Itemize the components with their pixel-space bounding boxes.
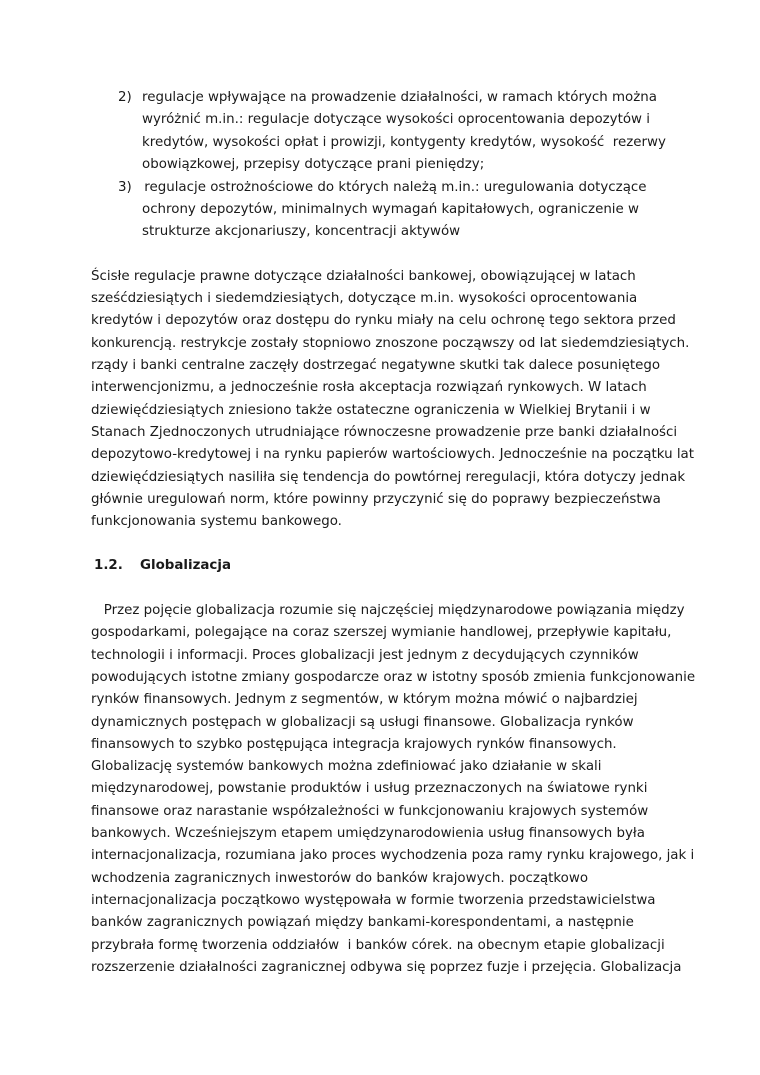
paragraph-line: głównie uregulowań norm, które powinny przyczynić się do poprawy bezpieczeństwa [91,492,661,507]
paragraph-line: gospodarkami, polegające na coraz szerszej wymianie handlowej, przepływie kapitału, [91,625,672,640]
paragraph-line: depozytowo-kredytowej i na rynku papierów wartościowych. Jednocześnie na początku lat [91,447,695,462]
paragraph-line: finansowe oraz narastanie współzależności w funkcjonowaniu krajowych systemów [91,804,649,819]
paragraph-line: konkurencją. restrykcje zostały stopniowo znoszone począwszy od lat siedemdziesiątych. [91,336,690,351]
paragraph-line: Ścisłe regulacje prawne dotyczące działalności bankowej, obowiązującej w latach [91,269,636,284]
paragraph-line: internacjonalizacja, rozumiana jako proces wychodzenia poza ramy rynku krajowego, jak i [91,848,695,863]
paragraph-line: rozszerzenie działalności zagranicznej odbywa się poprzez fuzje i przejęcia. Globalizacja [91,960,682,975]
paragraph-line: interwencjonizmu, a jednocześnie rosła akceptacja rozwiązań rynkowych. W latach [91,380,647,395]
section-title: Globalizacja [140,558,231,573]
paragraph-line: dziewięćdziesiątych zniesiono także ostateczne ograniczenia w Wielkiej Brytanii i w [91,403,651,418]
paragraph-line: technologii i informacji. Proces globalizacji jest jednym z decydujących czynników [91,648,639,663]
paragraph-line: rynków finansowych. Jednym z segmentów, w którym można mówić o najbardziej [91,692,638,707]
paragraph-line: wchodzenia zagranicznych inwestorów do banków krajowych. początkowo [91,871,589,886]
list-item-number: 3) [118,180,132,195]
paragraph-line: bankowych. Wcześniejszym etapem umiędzynarodowienia usług finansowych była [91,826,645,841]
paragraph-line: powodujących istotne zmiany gospodarcze oraz w istotny sposób zmienia funkcjonowanie [91,670,696,685]
list-item-line: regulacje ostrożnościowe do których należą m.in.: uregulowania dotyczące [140,180,647,195]
paragraph-line: funkcjonowania systemu bankowego. [91,514,342,529]
paragraph-line: dziewięćdziesiątych nasiliła się tendencja do powtórnej reregulacji, która dotyczy jednak [91,470,686,485]
paragraph-line: Globalizację systemów bankowych można zdefiniować jako działanie w skali [91,759,602,774]
list-item-number: 2) [118,90,132,105]
paragraph-line: międzynarodowej, powstanie produktów i usług przeznaczonych na światowe rynki [91,781,648,796]
paragraph-line: przybrała formę tworzenia oddziałów i banków córek. na obecnym etapie globalizacji [91,938,665,953]
list-item-line: kredytów, wysokości opłat i prowizji, kontygenty kredytów, wysokość rezerwy [142,135,666,150]
paragraph-line: banków zagranicznych powiązań między bankami-korespondentami, a następnie [91,915,634,930]
list-item-line: regulacje wpływające na prowadzenie działalności, w ramach których można [142,90,657,105]
section-number: 1.2. [94,558,123,573]
paragraph-line: rządy i banki centralne zaczęły dostrzegać negatywne skutki tak dalece posuniętego [91,358,661,373]
paragraph-line: dynamicznych postępach w globalizacji są usługi finansowe. Globalizacja rynków [91,715,634,730]
paragraph-line: kredytów i depozytów oraz dostępu do rynku miały na celu ochronę tego sektora przed [91,313,676,328]
list-item-line: obowiązkowej, przepisy dotyczące prani pieniędzy; [142,157,485,172]
paragraph-line: finansowych to szybko postępująca integracja krajowych rynków finansowych. [91,737,617,752]
paragraph-line: sześćdziesiątych i siedemdziesiątych, dotyczące m.in. wysokości oprocentowania [91,291,638,306]
list-item-line: ochrony depozytów, minimalnych wymagań kapitałowych, ograniczenie w [142,202,639,217]
list-item-line: strukturze akcjonariuszy, koncentracji aktywów [142,224,461,239]
paragraph-line: Stanach Zjednoczonych utrudniające równoczesne prowadzenie prze banki działalności [91,425,678,440]
paragraph-line: internacjonalizacja początkowo występowała w formie tworzenia przedstawicielstwa [91,893,656,908]
list-item-line: wyróżnić m.in.: regulacje dotyczące wysokości oprocentowania depozytów i [142,112,650,127]
paragraph-line: Przez pojęcie globalizacja rozumie się najczęściej międzynarodowe powiązania między [91,603,685,618]
